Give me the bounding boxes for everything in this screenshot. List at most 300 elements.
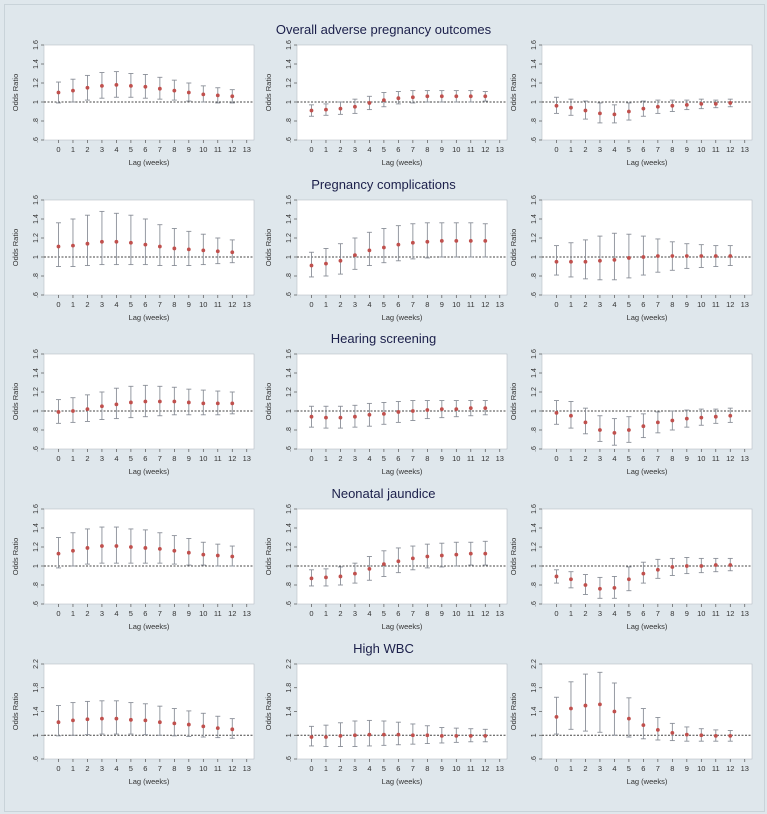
x-tick-label: 10: [697, 145, 706, 154]
x-tick-label: 1: [568, 609, 574, 618]
y-tick-label: .6: [33, 446, 40, 452]
data-point: [100, 544, 104, 548]
data-point: [425, 408, 429, 412]
x-tick-label: 6: [396, 764, 401, 773]
x-tick-label: 13: [242, 145, 251, 154]
plot-area: [44, 509, 254, 604]
y-tick-label: 1.2: [531, 542, 538, 552]
data-point: [216, 726, 220, 730]
x-tick-label: 7: [655, 764, 660, 773]
data-point: [641, 255, 645, 259]
x-tick-label: 4: [114, 300, 119, 309]
data-point: [555, 411, 559, 415]
data-point: [699, 416, 703, 420]
chart-neonatal-jaundice-col1: [8, 506, 258, 634]
x-tick-label: 11: [711, 609, 720, 618]
x-tick-label: 3: [99, 300, 105, 309]
x-tick-label: 10: [199, 764, 208, 773]
y-tick-label: .6: [531, 292, 538, 298]
y-tick-label: 1: [531, 409, 538, 413]
y-tick-label: 1.4: [531, 59, 538, 69]
x-tick-label: 3: [597, 454, 603, 463]
y-tick-label: 1.4: [286, 368, 293, 378]
y-axis-label: Odds Ratio: [11, 537, 20, 576]
x-tick-label: 11: [466, 300, 475, 309]
x-tick-label: 3: [597, 145, 603, 154]
data-point: [469, 406, 473, 410]
y-tick-label: .8: [531, 427, 538, 433]
data-point: [440, 239, 444, 243]
x-tick-label: 2: [583, 145, 588, 154]
data-point: [699, 102, 703, 106]
data-point: [685, 564, 689, 568]
x-tick-label: 0: [309, 454, 314, 463]
x-tick-label: 1: [323, 145, 329, 154]
x-tick-label: 10: [452, 145, 461, 154]
data-point: [728, 101, 732, 105]
x-tick-label: 8: [670, 764, 675, 773]
data-point: [411, 733, 415, 737]
y-tick-label: .6: [286, 601, 293, 607]
data-point: [115, 240, 119, 244]
x-tick-label: 7: [157, 609, 162, 618]
data-point: [469, 734, 473, 738]
x-tick-label: 10: [452, 609, 461, 618]
x-tick-label: 10: [697, 609, 706, 618]
data-point: [656, 254, 660, 258]
data-point: [382, 733, 386, 737]
y-tick-label: 1.2: [33, 387, 40, 397]
x-tick-label: 11: [711, 454, 720, 463]
data-point: [339, 734, 343, 738]
data-point: [310, 415, 314, 419]
x-tick-label: 1: [568, 764, 574, 773]
x-tick-label: 11: [711, 145, 720, 154]
x-tick-label: 3: [352, 145, 358, 154]
data-point: [158, 547, 162, 551]
chart-overall-adverse-col1: [8, 42, 258, 170]
y-tick-label: .8: [531, 582, 538, 588]
x-tick-label: 10: [452, 300, 461, 309]
x-tick-label: 12: [228, 145, 237, 154]
data-point: [324, 416, 328, 420]
y-tick-label: .6: [531, 446, 538, 452]
x-tick-label: 5: [128, 300, 133, 309]
x-tick-label: 3: [352, 300, 358, 309]
data-point: [598, 428, 602, 432]
data-point: [71, 719, 75, 723]
data-point: [353, 105, 357, 109]
x-tick-label: 7: [157, 145, 162, 154]
x-tick-label: 2: [583, 300, 588, 309]
x-tick-label: 5: [381, 145, 386, 154]
data-point: [216, 402, 220, 406]
x-tick-label: 3: [99, 609, 105, 618]
data-point: [440, 554, 444, 558]
y-tick-label: 1.4: [286, 706, 293, 717]
x-tick-label: 8: [172, 764, 177, 773]
x-axis-label: Lag (weeks): [128, 622, 170, 631]
data-point: [714, 102, 718, 106]
data-point: [656, 421, 660, 425]
x-tick-label: 12: [228, 454, 237, 463]
data-point: [569, 106, 573, 110]
chart-pregnancy-complications-col1: [8, 197, 258, 325]
x-tick-label: 6: [641, 454, 646, 463]
x-tick-label: 3: [352, 454, 358, 463]
data-point: [728, 563, 732, 567]
data-point: [670, 731, 674, 735]
data-point: [569, 414, 573, 418]
y-tick-label: 1: [33, 564, 40, 568]
x-tick-label: 2: [338, 609, 343, 618]
x-tick-label: 8: [670, 454, 675, 463]
y-tick-label: .6: [286, 137, 293, 143]
y-tick-label: 2.2: [286, 659, 293, 669]
y-axis-label: Odds Ratio: [509, 692, 518, 731]
x-tick-label: 7: [410, 145, 415, 154]
data-point: [172, 89, 176, 93]
y-tick-label: 2.2: [33, 659, 40, 669]
x-tick-label: 5: [626, 145, 631, 154]
x-tick-label: 0: [554, 300, 559, 309]
data-point: [172, 721, 176, 725]
chart-hearing-screening-col1: [8, 351, 258, 479]
data-point: [339, 416, 343, 420]
x-tick-label: 12: [228, 300, 237, 309]
data-point: [425, 555, 429, 559]
data-point: [201, 93, 205, 97]
data-point: [187, 551, 191, 555]
x-tick-label: 12: [726, 145, 735, 154]
y-axis-label: Odds Ratio: [264, 537, 273, 576]
x-tick-label: 8: [425, 300, 430, 309]
data-point: [685, 254, 689, 258]
x-tick-label: 1: [70, 300, 76, 309]
x-tick-label: 0: [554, 764, 559, 773]
y-axis-label: Odds Ratio: [264, 73, 273, 112]
data-point: [584, 109, 588, 113]
data-point: [598, 702, 602, 706]
x-tick-label: 1: [568, 300, 574, 309]
data-point: [627, 110, 631, 114]
x-tick-label: 8: [670, 145, 675, 154]
y-tick-label: 1.4: [33, 523, 40, 533]
plot-area: [44, 664, 254, 759]
x-tick-label: 7: [410, 300, 415, 309]
data-point: [656, 728, 660, 732]
data-point: [641, 723, 645, 727]
data-point: [143, 719, 147, 723]
x-axis-label: Lag (weeks): [626, 158, 668, 167]
x-tick-label: 8: [425, 145, 430, 154]
x-tick-label: 13: [495, 609, 504, 618]
data-point: [86, 242, 90, 246]
y-tick-label: .8: [286, 118, 293, 124]
data-point: [440, 407, 444, 411]
x-tick-label: 5: [128, 454, 133, 463]
x-tick-label: 8: [670, 300, 675, 309]
x-tick-label: 13: [495, 145, 504, 154]
x-axis-label: Lag (weeks): [381, 777, 423, 786]
y-tick-label: 1.4: [33, 59, 40, 69]
data-point: [584, 704, 588, 708]
data-point: [230, 727, 234, 731]
x-tick-label: 7: [655, 145, 660, 154]
x-tick-label: 2: [85, 145, 90, 154]
y-tick-label: 1: [33, 409, 40, 413]
data-point: [699, 254, 703, 258]
data-point: [613, 586, 617, 590]
x-tick-label: 6: [641, 300, 646, 309]
y-tick-label: 1.4: [531, 368, 538, 378]
x-tick-label: 3: [352, 764, 358, 773]
x-tick-label: 0: [554, 454, 559, 463]
data-point: [339, 107, 343, 111]
x-tick-label: 13: [242, 609, 251, 618]
data-point: [86, 546, 90, 550]
plot-area: [297, 200, 507, 295]
data-point: [158, 400, 162, 404]
x-tick-label: 0: [56, 764, 61, 773]
x-tick-label: 0: [309, 609, 314, 618]
data-point: [339, 259, 343, 263]
y-axis-label: Odds Ratio: [509, 73, 518, 112]
y-axis-label: Odds Ratio: [509, 228, 518, 267]
data-point: [440, 734, 444, 738]
x-tick-label: 2: [338, 764, 343, 773]
row-title-pregnancy-complications: Pregnancy complications: [311, 177, 456, 192]
y-tick-label: .6: [33, 756, 40, 762]
row-title-neonatal-jaundice: Neonatal jaundice: [331, 486, 436, 501]
y-tick-label: 1.8: [531, 682, 538, 693]
x-tick-label: 13: [495, 454, 504, 463]
x-tick-label: 13: [740, 454, 749, 463]
data-point: [396, 733, 400, 737]
chart-overall-adverse-col2: [261, 42, 511, 170]
row-title-hearing-screening: Hearing screening: [330, 331, 437, 346]
x-tick-label: 3: [597, 300, 603, 309]
x-tick-label: 5: [381, 764, 386, 773]
y-tick-label: .8: [286, 273, 293, 279]
chart-pregnancy-complications-col2: [261, 197, 511, 325]
y-tick-label: .6: [33, 292, 40, 298]
y-tick-label: .8: [286, 427, 293, 433]
x-tick-label: 10: [697, 300, 706, 309]
data-point: [714, 563, 718, 567]
data-point: [613, 258, 617, 262]
x-axis-label: Lag (weeks): [128, 158, 170, 167]
data-point: [57, 552, 61, 556]
data-point: [71, 244, 75, 248]
x-tick-label: 12: [726, 764, 735, 773]
data-point: [230, 402, 234, 406]
data-point: [310, 264, 314, 268]
data-point: [143, 400, 147, 404]
x-tick-label: 3: [99, 145, 105, 154]
data-point: [187, 401, 191, 405]
y-tick-label: 1: [286, 564, 293, 568]
data-point: [454, 239, 458, 243]
y-axis-label: Odds Ratio: [11, 382, 20, 421]
x-tick-label: 2: [85, 300, 90, 309]
x-tick-label: 9: [684, 764, 689, 773]
x-tick-label: 10: [199, 145, 208, 154]
plot-area: [542, 664, 752, 759]
x-tick-label: 8: [425, 764, 430, 773]
x-tick-label: 0: [56, 300, 61, 309]
data-point: [201, 248, 205, 252]
x-tick-label: 13: [740, 300, 749, 309]
data-point: [382, 98, 386, 102]
data-point: [569, 260, 573, 264]
x-tick-label: 9: [439, 609, 444, 618]
data-point: [57, 720, 61, 724]
x-axis-label: Lag (weeks): [626, 467, 668, 476]
x-tick-label: 9: [439, 145, 444, 154]
x-tick-label: 4: [612, 300, 617, 309]
x-axis-label: Lag (weeks): [381, 467, 423, 476]
data-point: [454, 553, 458, 557]
x-axis-label: Lag (weeks): [626, 622, 668, 631]
y-tick-label: 1: [531, 255, 538, 259]
data-point: [613, 710, 617, 714]
y-tick-label: 1.4: [531, 214, 538, 224]
x-tick-label: 5: [128, 145, 133, 154]
data-point: [324, 108, 328, 112]
y-tick-label: 2.2: [531, 659, 538, 669]
data-point: [143, 243, 147, 247]
y-tick-label: 1.6: [531, 40, 538, 50]
y-tick-label: .6: [531, 756, 538, 762]
x-tick-label: 3: [597, 609, 603, 618]
x-axis-label: Lag (weeks): [381, 313, 423, 322]
data-point: [339, 575, 343, 579]
y-tick-label: 1: [33, 100, 40, 104]
x-tick-label: 4: [367, 764, 372, 773]
data-point: [129, 84, 133, 88]
x-tick-label: 1: [323, 300, 329, 309]
plot-area: [297, 354, 507, 449]
y-tick-label: .8: [33, 582, 40, 588]
chart-pregnancy-complications-col3: [506, 197, 756, 325]
y-tick-label: 1.2: [531, 233, 538, 243]
data-point: [454, 94, 458, 98]
y-tick-label: 1.4: [286, 59, 293, 69]
data-point: [100, 84, 104, 88]
y-axis-label: Odds Ratio: [11, 228, 20, 267]
x-tick-label: 2: [85, 609, 90, 618]
plot-area: [542, 509, 752, 604]
chart-neonatal-jaundice-col2: [261, 506, 511, 634]
x-tick-label: 1: [323, 764, 329, 773]
x-tick-label: 4: [114, 145, 119, 154]
data-point: [396, 96, 400, 100]
x-tick-label: 4: [367, 145, 372, 154]
data-point: [656, 105, 660, 109]
data-point: [368, 101, 372, 105]
x-tick-label: 12: [228, 764, 237, 773]
x-tick-label: 6: [396, 145, 401, 154]
y-tick-label: 1.4: [286, 523, 293, 533]
x-tick-label: 5: [626, 454, 631, 463]
y-tick-label: .6: [33, 601, 40, 607]
y-tick-label: .8: [531, 273, 538, 279]
y-tick-label: .8: [286, 582, 293, 588]
data-point: [598, 259, 602, 263]
data-point: [699, 733, 703, 737]
data-point: [584, 260, 588, 264]
data-point: [382, 562, 386, 566]
data-point: [324, 262, 328, 266]
data-point: [454, 734, 458, 738]
x-tick-label: 9: [684, 145, 689, 154]
data-point: [685, 103, 689, 107]
x-tick-label: 3: [597, 764, 603, 773]
data-point: [230, 555, 234, 559]
chart-high-wbc-col2: [261, 661, 511, 789]
data-point: [627, 577, 631, 581]
data-point: [129, 545, 133, 549]
data-point: [129, 241, 133, 245]
y-tick-label: .6: [286, 756, 293, 762]
y-tick-label: 1: [286, 255, 293, 259]
x-tick-label: 0: [56, 454, 61, 463]
y-axis-label: Odds Ratio: [11, 73, 20, 112]
x-tick-label: 12: [228, 609, 237, 618]
x-tick-label: 3: [352, 609, 358, 618]
data-point: [440, 94, 444, 98]
x-tick-label: 2: [583, 454, 588, 463]
plot-area: [542, 45, 752, 140]
x-tick-label: 8: [172, 145, 177, 154]
data-point: [201, 724, 205, 728]
x-tick-label: 9: [186, 145, 191, 154]
y-tick-label: 1.6: [33, 40, 40, 50]
data-point: [172, 549, 176, 553]
x-tick-label: 12: [481, 300, 490, 309]
x-tick-label: 11: [466, 609, 475, 618]
x-tick-label: 13: [740, 609, 749, 618]
data-point: [86, 86, 90, 90]
x-tick-label: 7: [410, 609, 415, 618]
data-point: [469, 552, 473, 556]
y-tick-label: .6: [531, 601, 538, 607]
y-tick-label: 1.4: [33, 214, 40, 224]
x-tick-label: 4: [612, 145, 617, 154]
data-point: [670, 419, 674, 423]
data-point: [216, 93, 220, 97]
data-point: [353, 415, 357, 419]
data-point: [216, 554, 220, 558]
x-tick-label: 8: [172, 300, 177, 309]
data-point: [714, 734, 718, 738]
x-tick-label: 7: [655, 300, 660, 309]
plot-area: [297, 45, 507, 140]
data-point: [187, 248, 191, 252]
x-tick-label: 5: [626, 609, 631, 618]
data-point: [555, 715, 559, 719]
x-tick-label: 0: [309, 764, 314, 773]
y-tick-label: 1: [33, 255, 40, 259]
x-tick-label: 0: [309, 145, 314, 154]
x-tick-label: 13: [242, 454, 251, 463]
data-point: [100, 240, 104, 244]
x-tick-label: 3: [99, 764, 105, 773]
y-axis-label: Odds Ratio: [264, 382, 273, 421]
data-point: [71, 89, 75, 93]
x-tick-label: 9: [186, 764, 191, 773]
